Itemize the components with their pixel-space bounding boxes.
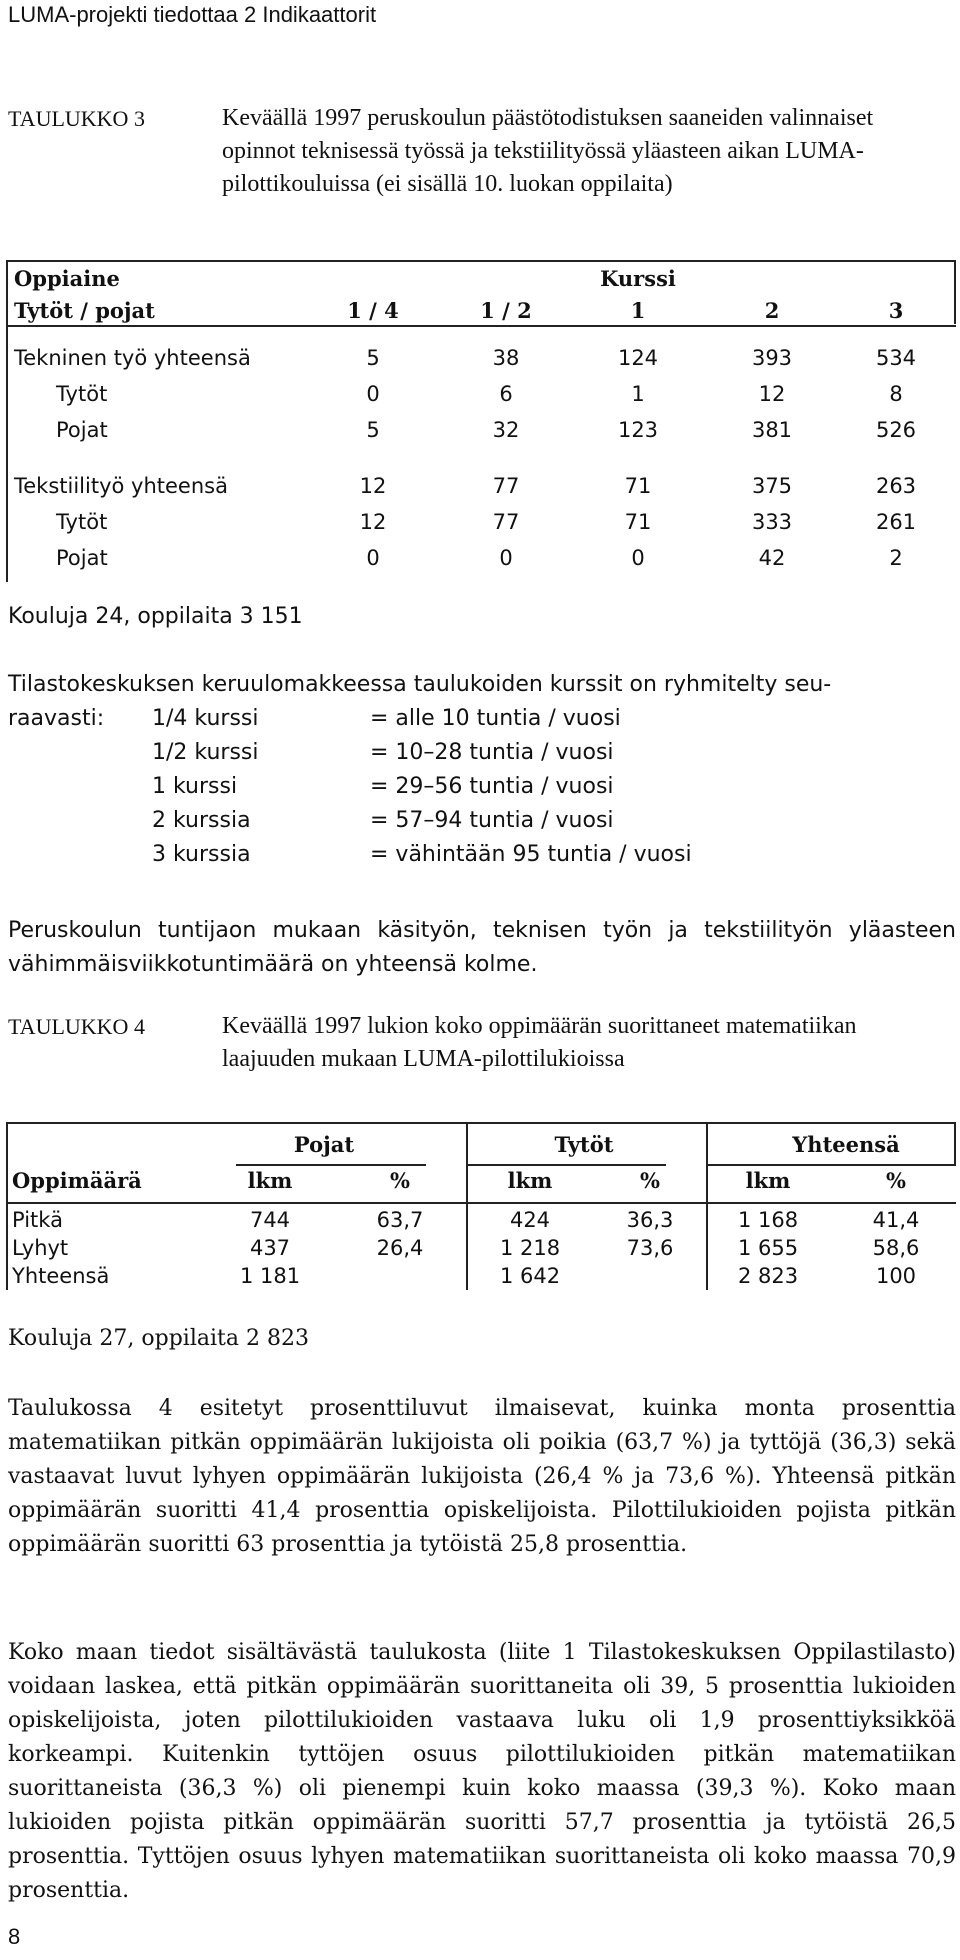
table4-row-label: Yhteensä: [12, 1264, 110, 1288]
table3-cell: 0: [631, 546, 645, 570]
table4-sub-header: %: [390, 1168, 410, 1193]
definitions-prefix: raavasti:: [8, 706, 105, 731]
table3-cell: 2: [889, 546, 903, 570]
running-header: LUMA-projekti tiedottaa 2 Indikaattorit: [8, 2, 377, 27]
definition-value: = 57–94 tuntia / vuosi: [370, 808, 614, 833]
table4-group-rule: [706, 1164, 956, 1166]
table3-cell: 526: [875, 418, 917, 442]
definition-value: = alle 10 tuntia / vuosi: [370, 706, 621, 731]
table4-sub-header: lkm: [745, 1168, 791, 1193]
table3-col-header: 3: [888, 298, 904, 323]
table4-cell: 73,6: [626, 1236, 674, 1260]
table4-cell: 1 181: [239, 1264, 301, 1288]
table4-cell: 58,6: [872, 1236, 920, 1260]
table4-row-label: Lyhyt: [12, 1236, 69, 1260]
table4-sub-header: lkm: [507, 1168, 553, 1193]
table3-col-header: 1: [630, 298, 646, 323]
table3-subheader-gender: Tytöt / pojat: [14, 298, 155, 323]
table4-cell: 2 823: [737, 1264, 799, 1288]
table3-cell: 393: [751, 346, 793, 370]
table4-group-header: Pojat: [293, 1132, 355, 1157]
table4-right-border: [954, 1122, 956, 1166]
definition-value: = 29–56 tuntia / vuosi: [370, 774, 614, 799]
table3-header-kurssi: Kurssi: [600, 266, 676, 291]
table3-cell: 77: [492, 510, 520, 534]
table3-top-border: [6, 260, 956, 262]
table3-cell: 0: [366, 546, 380, 570]
table4-divider: [466, 1122, 468, 1290]
table3-cell: 124: [617, 346, 659, 370]
table3-row-label: Tytöt: [56, 510, 108, 534]
table3-cell: 0: [499, 546, 513, 570]
table3-col-header: 1 / 2: [480, 298, 532, 323]
table3-col-header: 2: [764, 298, 780, 323]
table3-cell: 0: [366, 382, 380, 406]
table3-label: TAULUKKO 3: [8, 106, 145, 131]
table3-cell: 42: [758, 546, 786, 570]
table4-divider: [706, 1122, 708, 1290]
table4-cell: 26,4: [376, 1236, 424, 1260]
table3-row-label: Tekninen työ yhteensä: [14, 346, 251, 370]
table4-cell: 63,7: [376, 1208, 424, 1232]
table4-group-rule: [466, 1164, 666, 1166]
table3-cell: 123: [617, 418, 659, 442]
table4-cell: 1 218: [499, 1236, 561, 1260]
table3-row-label: Pojat: [56, 546, 108, 570]
table4-cell: 1 168: [737, 1208, 799, 1232]
table4-cell: 1 655: [737, 1236, 799, 1260]
table4-group-header: Tytöt: [554, 1132, 614, 1157]
table3: [6, 260, 956, 582]
page-number: 8: [8, 1924, 21, 1949]
table4-header-rule: [6, 1202, 956, 1204]
paragraph-national-comparison: Koko maan tiedot sisältävästä taulukosta (liite 1 Tilastokeskuksen Oppilastilasto) voidaan laskea, että pitkän oppimäärän suorittaneita oli 39, 5 prosenttia lukioiden opiskelijoista, joten pilottilukioiden vastaava luku oli 1,9 prosenttiyksikköä korkeampi. Kuitenkin tyttöjen osuus pilottilukioiden pitkän matematiikan suorittaneista (36,3 %) oli pienempi kuin koko maassa (39,3 %). Koko maan lukioiden pojista pitkän oppimäärän suoritti 57,7 prosenttia ja tytöistä 26,5 prosenttia. Tyttöjen osuus lyhyen matematiikan suorittaneista oli koko maassa 70,9 prosenttia.: [8, 1640, 956, 1903]
table4-cell: 424: [509, 1208, 551, 1232]
table4-row-header: Oppimäärä: [12, 1168, 142, 1193]
definition-term: 1 kurssi: [152, 774, 238, 799]
table3-cell: 263: [875, 474, 917, 498]
table3-cell: 38: [492, 346, 520, 370]
table4-caption: Keväällä 1997 lukion koko oppimäärän suorittaneet matematiikan laajuuden mukaan LUMA-pilottilukioissa: [222, 1013, 857, 1072]
table3-note: Kouluja 24, oppilaita 3 151: [8, 604, 303, 629]
paragraph-tuntijako: Peruskoulun tuntijaon mukaan käsityön, teknisen työn ja tekstiilityön yläasteen vähimmäisviikkotuntimäärä on yhteensä kolme.: [8, 918, 956, 977]
table4-cell: 744: [249, 1208, 291, 1232]
table4-cell: 41,4: [872, 1208, 920, 1232]
table3-row-label: Pojat: [56, 418, 108, 442]
table4-cell: 437: [249, 1236, 291, 1260]
table4-left-border: [6, 1122, 8, 1290]
table3-cell: 32: [492, 418, 520, 442]
table3-cell: 333: [751, 510, 793, 534]
table3-cell: 375: [751, 474, 793, 498]
table4-cell: 36,3: [626, 1208, 674, 1232]
table3-row-label: Tekstiilityö yhteensä: [14, 474, 228, 498]
definition-term: 1/2 kurssi: [152, 740, 259, 765]
table4-group-rule: [236, 1164, 426, 1166]
table3-cell: 71: [624, 510, 652, 534]
table3-cell: 12: [359, 510, 387, 534]
table3-right-border: [954, 260, 956, 324]
table4-cell: 100: [875, 1264, 917, 1288]
table3-cell: 77: [492, 474, 520, 498]
definition-term: 3 kurssia: [152, 842, 251, 867]
table3-cell: 5: [366, 418, 380, 442]
table3-cell: 261: [875, 510, 917, 534]
definition-value: = vähintään 95 tuntia / vuosi: [370, 842, 692, 867]
table3-col-header: 1 / 4: [347, 298, 399, 323]
table4-group-header: Yhteensä: [792, 1132, 900, 1157]
table3-row-label: Tytöt: [56, 382, 108, 406]
table3-left-border: [6, 260, 8, 582]
table3-caption: Keväällä 1997 peruskoulun päästötodistuksen saaneiden valinnaiset opinnot teknisessä työssä ja tekstiilityössä yläasteen aikan LUMA-pilottikouluissa (ei sisällä 10. luokan oppilaita): [222, 105, 874, 197]
table3-cell: 381: [751, 418, 793, 442]
table3-cell: 6: [499, 382, 513, 406]
table4-row-label: Pitkä: [12, 1208, 63, 1232]
table3-cell: 12: [359, 474, 387, 498]
table4-cell: 1 642: [499, 1264, 561, 1288]
definition-term: 2 kurssia: [152, 808, 251, 833]
table4: [6, 1122, 956, 1290]
table4-top-border: [6, 1122, 956, 1124]
table4-sub-header: %: [886, 1168, 906, 1193]
table3-cell: 5: [366, 346, 380, 370]
table4-sub-header: %: [640, 1168, 660, 1193]
table3-cell: 71: [624, 474, 652, 498]
definition-value: = 10–28 tuntia / vuosi: [370, 740, 614, 765]
table3-header-rule: [6, 325, 956, 327]
table3-header-oppiaine: Oppiaine: [14, 266, 120, 291]
table3-cell: 12: [758, 382, 786, 406]
definitions-intro: Tilastokeskuksen keruulomakkeessa taulukoiden kurssit on ryhmitelty seu-: [8, 672, 832, 697]
definition-term: 1/4 kurssi: [152, 706, 259, 731]
paragraph-table4-explanation: Taulukossa 4 esitetyt prosenttiluvut ilmaisevat, kuinka monta prosenttia matematiikan pitkän oppimäärän lukijoista oli poikia (63,7 %) ja tyttöjä (36,3) sekä vastaavat luvut lyhyen oppimäärän lukijoista (26,4 % ja 73,6 %). Yhteensä pitkän oppimäärän suoritti 41,4 prosenttia opiskelijoista. Pilottilukioiden pojista pitkän oppimäärän suoritti 63 prosenttia ja tytöistä 25,8 prosenttia.: [8, 1396, 956, 1557]
table4-label: TAULUKKO 4: [8, 1014, 145, 1039]
table4-sub-header: lkm: [247, 1168, 293, 1193]
table4-note: Kouluja 27, oppilaita 2 823: [8, 1326, 309, 1351]
table3-cell: 8: [889, 382, 903, 406]
table3-cell: 1: [631, 382, 645, 406]
table3-cell: 534: [875, 346, 917, 370]
